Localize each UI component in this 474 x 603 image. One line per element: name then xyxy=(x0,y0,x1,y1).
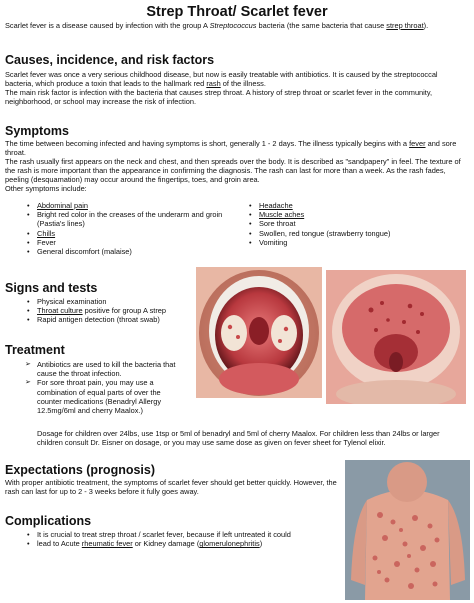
list-item: • Bright red color in the creases of the underarm and groin (Pastia's lines) xyxy=(23,210,223,228)
treatment-heading: Treatment xyxy=(5,343,65,357)
causes-heading: Causes, incidence, and risk factors xyxy=(5,53,215,67)
glomerulonephritis-link[interactable]: glomerulonephritis xyxy=(199,539,260,549)
abdominal-pain-link[interactable]: Abdominal pain xyxy=(37,201,88,210)
symptoms-paragraph xyxy=(5,140,465,193)
list-item xyxy=(23,201,223,210)
signs-heading: Signs and tests xyxy=(5,281,98,295)
complications-list xyxy=(23,530,343,548)
chills-link[interactable]: Chills xyxy=(37,228,56,238)
list-item xyxy=(23,229,223,238)
treatment-list xyxy=(23,360,183,415)
list-item: • Swollen, red tongue (strawberry tongue) xyxy=(245,229,470,238)
intro-text: Scarlet fever is a disease caused by infection with the group A xyxy=(5,21,210,30)
throat-photo-palate xyxy=(326,270,466,404)
list-item: • Vomiting xyxy=(245,238,470,247)
causes-risk-text: The main risk factor is infection with the bacteria that causes strep throat. A history of strep throat or scarlet fever in the community, neighborhood, or school may increase the risk of infection. xyxy=(5,87,433,106)
list-item: • Throat culture positive for group A strep xyxy=(23,306,198,315)
muscle-aches-link[interactable]: Muscle aches xyxy=(259,210,305,220)
list-item: • lead to Acute rheumatic fever or Kidney damage (glomerulonephritis) xyxy=(23,539,343,548)
rash-description: The rash usually first appears on the neck and chest, and then spreads over the body. It is described as "sandpapery" in feel. The texture of the rash is more important than the appearance in confirming the diagnosis. The rash can last for more than a week. As the rash fades, peeling (desquamation) may occur around the fingertips, toes, and groin area. xyxy=(5,156,461,184)
causes-text: Scarlet fever was once a very serious childhood disease, but now is easily treatable with antibiotics. It is caused by the streptococcal bacteria, which produce a toxin that leads to the hallmark red xyxy=(5,70,438,88)
symptoms-list-right xyxy=(245,201,470,247)
expectations-paragraph: With proper antibiotic treatment, the symptoms of scarlet fever should get better quickly. However, the rash can last for up to 2 - 3 weeks before it fully goes away. xyxy=(5,478,337,496)
intro-text-mid: bacteria (the same bacteria that cause xyxy=(256,21,387,30)
list-item: • It is crucial to treat strep throat / scarlet fever, because if left untreated it could xyxy=(23,530,343,539)
headache-link[interactable]: Headache xyxy=(259,201,293,210)
signs-list xyxy=(23,297,198,325)
other-symptoms-label: Other symptoms include: xyxy=(5,183,87,193)
list-item: ➢ Antibiotics are used to kill the bacteria that cause the throat infection. xyxy=(23,360,183,378)
dosage-paragraph: Dosage for children over 24lbs, use 1tsp or 5ml of benadryl and 5ml of cherry Maalox. For children less than 24lbs or larger children consult Dr. Eisner on dosage, or you may use same dose as given on fever sheet for Tylenol elixir. xyxy=(37,429,440,447)
page-title: Strep Throat/ Scarlet fever xyxy=(146,4,328,20)
list-item: • Physical examination xyxy=(23,297,198,306)
causes-paragraph xyxy=(5,71,467,107)
list-item: • General discomfort (malaise) xyxy=(23,247,223,256)
intro-paragraph xyxy=(5,22,465,31)
intro-italic: Streptococcus xyxy=(209,21,257,30)
throat-culture-link[interactable]: Throat culture xyxy=(37,306,83,316)
symptoms-text: The time between becoming infected and having symptoms is short, generally 1 - 2 days. The illness typically begins with a xyxy=(5,139,410,148)
causes-text-end: of the illness. xyxy=(220,78,266,88)
fever-link[interactable]: fever xyxy=(409,139,426,148)
list-item xyxy=(245,210,470,219)
intro-text-end: ). xyxy=(423,21,429,30)
symptoms-list-left xyxy=(23,201,223,256)
list-item: ➢ For sore throat pain, you may use a combination of equal parts of over the counter medications (Benadryl Allergy 12.5mg/6ml and cherry Maalox.) xyxy=(23,378,183,415)
list-item: • Sore throat xyxy=(245,219,470,228)
rheumatic-fever-link[interactable]: rheumatic fever xyxy=(81,539,133,549)
symptoms-text-end: and sore throat. xyxy=(5,139,457,157)
list-item: • Rapid antigen detection (throat swab) xyxy=(23,315,198,324)
list-item xyxy=(245,201,470,210)
list-item: • Fever xyxy=(23,238,223,247)
rash-link[interactable]: rash xyxy=(206,78,221,88)
rash-photo-chest xyxy=(345,460,470,600)
throat-photo-tonsils xyxy=(196,267,322,398)
expectations-heading: Expectations (prognosis) xyxy=(5,463,156,477)
symptoms-heading: Symptoms xyxy=(5,124,69,138)
strep-throat-link[interactable]: strep throat xyxy=(386,21,424,30)
complications-heading: Complications xyxy=(5,514,92,528)
